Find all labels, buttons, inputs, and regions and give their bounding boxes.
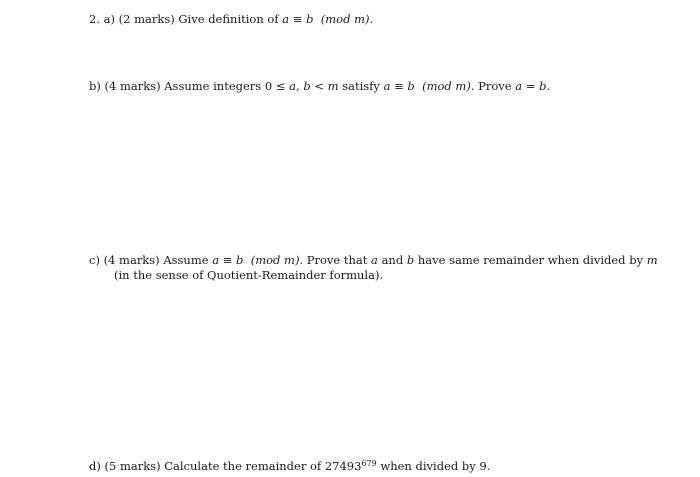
- part-c-line2: (in the sense of Quotient-Remainder formula).: [114, 268, 384, 282]
- part-c-label: c): [89, 253, 100, 267]
- part-c-text4: have same remainder when divided by: [417, 253, 644, 267]
- part-b-label: b): [89, 79, 101, 93]
- part-b-lt: <: [314, 79, 324, 93]
- part-c-vb: b: [406, 253, 415, 267]
- part-c-vm: m: [646, 253, 658, 267]
- part-b-zero: 0: [264, 79, 273, 93]
- part-a-text: Give definition of: [178, 12, 279, 26]
- part-b-le: ≤: [275, 79, 286, 93]
- part-d-label: d): [89, 459, 101, 473]
- question-d-line: [89, 458, 490, 474]
- part-c-va: a: [371, 253, 378, 267]
- part-c-var-a: a: [212, 253, 220, 267]
- part-a-var-a: a: [282, 12, 290, 26]
- part-b-concl-a: a: [515, 79, 523, 93]
- part-c-marks: (4 marks): [103, 253, 160, 267]
- question-number: 2.: [89, 12, 100, 26]
- part-b-text1: Assume integers: [164, 79, 262, 93]
- question-c-line2: [114, 267, 383, 283]
- part-b-concl-eq: =: [525, 79, 536, 93]
- part-a-mod: (mod m): [320, 12, 370, 26]
- part-a-var-b: b: [306, 12, 314, 26]
- part-c-equiv: ≡: [222, 253, 233, 267]
- part-c-text3: and: [381, 253, 404, 267]
- part-b-var-b: b: [407, 79, 415, 93]
- part-b-mod: (mod m): [422, 79, 471, 93]
- part-b-var-a: a: [383, 79, 391, 93]
- part-c-mod: (mod m): [250, 253, 300, 267]
- part-a-period: .: [369, 12, 374, 26]
- part-a-marks: (2 marks): [118, 12, 175, 26]
- part-d-marks: (5 marks): [104, 459, 161, 473]
- part-c-text1: Assume: [163, 253, 209, 267]
- question-b-line: [89, 78, 550, 94]
- question-a-line: [89, 11, 373, 27]
- part-a-equiv: ≡: [292, 12, 303, 26]
- part-c-var-b: b: [236, 253, 244, 267]
- question-c-line1: [89, 252, 658, 268]
- part-d-text1: Calculate the remainder of: [164, 459, 322, 473]
- part-d-text2: when divided by 9.: [380, 459, 491, 473]
- part-d-base: 27493: [324, 459, 362, 473]
- part-b-marks: (4 marks): [104, 79, 161, 93]
- part-b-text3: . Prove: [470, 79, 512, 93]
- part-b-equiv: ≡: [394, 79, 404, 93]
- part-d-exponent: 679: [361, 459, 377, 468]
- part-b-m: m: [327, 79, 339, 93]
- part-b-period: .: [546, 79, 551, 93]
- part-b-text2: satisfy: [342, 79, 380, 93]
- part-c-text2: . Prove that: [299, 253, 368, 267]
- part-b-ab: a, b: [289, 79, 311, 93]
- part-a-label: a): [103, 12, 115, 26]
- part-b-concl-b: b: [539, 79, 547, 93]
